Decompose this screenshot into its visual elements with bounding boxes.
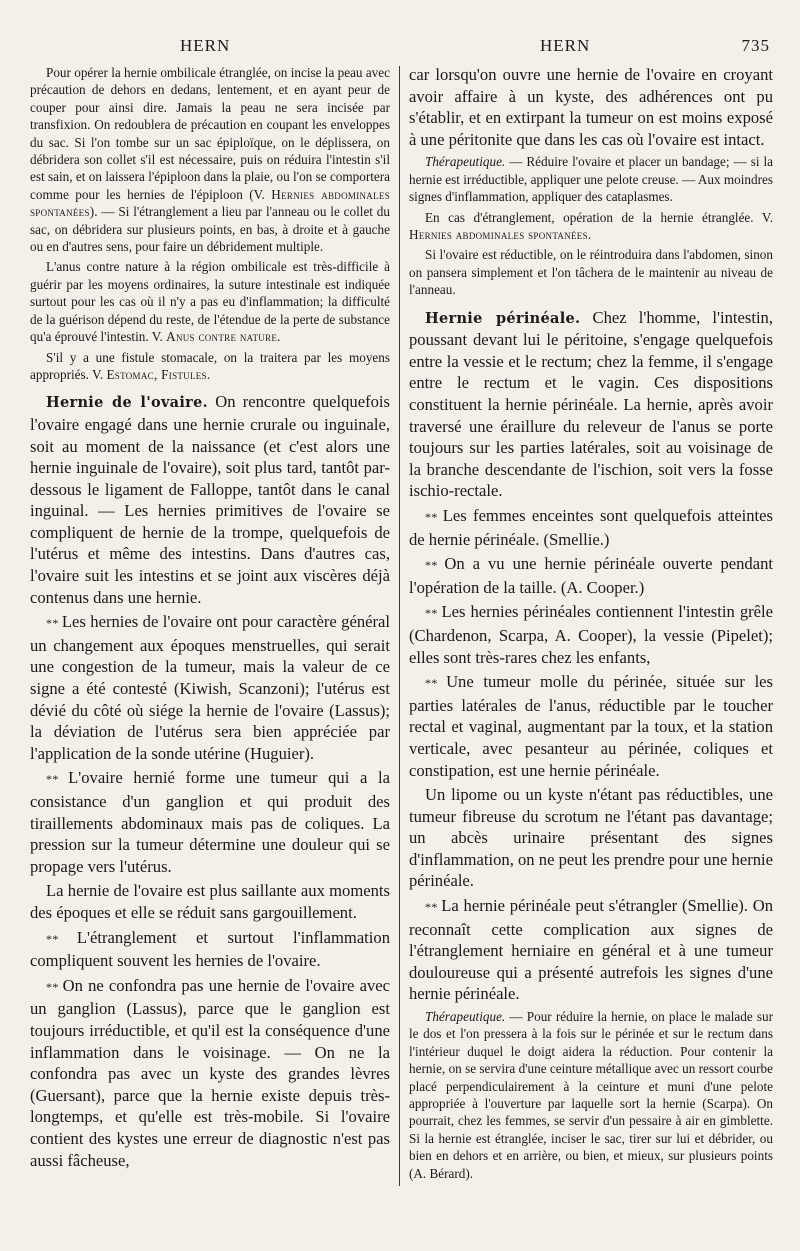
cross-reference: Hernies abdominales spontanées [409, 227, 588, 242]
left-small-block [30, 64, 390, 383]
right-column [409, 64, 773, 1185]
entry-heading: Hernie de l'ovaire. [46, 394, 208, 412]
column-divider [399, 66, 400, 1186]
paragraph-perineale-contenu: * * Les hernies périnéales contiennent l'intestin grêle (Chardenon, Scarpa, A. Cooper), la vessie (Pipelet); elles sont très-rares chez les enfants, [409, 602, 773, 667]
asterism-icon: * * [425, 509, 437, 524]
entry-heading: Hernie périnéale. [425, 309, 581, 327]
paragraph-fistule: S'il y a une fistule stomacale, on la traitera par les moyens appropriés. V. Estomac, Fistules. [30, 349, 390, 382]
paragraph-perineale-enceintes: * * Les femmes enceintes sont quelquefois atteintes de hernie périnéale. (Smellie.) [409, 505, 773, 549]
right-large-block [409, 307, 773, 1005]
entry-hernie-perineale: Hernie périnéale. Chez l'homme, l'intestin, poussant devant lui le péritoine, s'engage quelquefois entre la vessie et le rectum; chez la femme, il s'engage entre le rectum et le vagin. Ces dispositions constituent la hernie périnéale. La hernie, après avoir traversé une éraillure du releveur de l'anus se porte toujours sur les parties latérales, soit au voisinage de la branche descendante de l'ischion, soit vers la fosse ischio-rectale. [409, 307, 773, 501]
cross-reference: Estomac, Fistules [106, 366, 207, 382]
page-number: 735 [741, 36, 770, 55]
left-large-block [30, 391, 390, 1171]
right-small-therapy [409, 153, 773, 298]
paragraph-ovaire-tumeur: * * L'ovaire hernié forme une tumeur qui a la consistance d'un ganglion et qui produit des tiraillements abdominaux mais pas de coliques. La pression sur la tumeur détermine une douleur qui se propage vers l'utérus. [30, 768, 390, 876]
running-header [40, 36, 780, 62]
paragraph-ombilicale-operation: Pour opérer la hernie ombilicale étranglée, on incise la peau avec précaution de dehors en dedans, lentement, et en ayant peur de couper pour ainsi dire. Jamais la peau ne sera incisée par transfixion. On redoublera de précaution en coupant les enveloppes du sac. Si l'on tombe sur un sac épiploïque, on le déplissera, on débridera son collet s'il est nécessaire, puis on réduira l'intestin s'il est sain, et on laissera l'épiploon dans la plaie, ou l'on se comportera comme pour les hernies de l'épiploon (V. Hernies abdominales spontanées). — Si l'étranglement a lieu par l'anneau ou le collet du sac, on débridera sur plusieurs points, en bas, à droite et à gauche ou en d'autres sens, pour faire un débridement multiple. [30, 65, 391, 255]
paragraph-anus-contre-nature: L'anus contre nature à la région ombilicale est très-difficile à guérir par les moyens ordinaires, la suture intestinale est indiquée surtout pour les cas où il n'y a pas eu d'inflammation; la difficulté de la guérison dépend du reste, de l'étendue de la perte de substance qu'a éprouvé l'intestin. V. Anus contre nature. [30, 259, 390, 345]
paragraph-ovaire-epoques: La hernie de l'ovaire est plus saillante aux moments des époques et elle se réduit sans gargouillement. [30, 881, 390, 922]
cross-reference: Anus contre nature [166, 329, 278, 345]
asterism-icon: * * [46, 616, 58, 631]
entry-hernie-ovaire: Hernie de l'ovaire. On rencontre quelquefois l'ovaire engagé dans une hernie crurale ou inguinale, soit au moment de la naissance (et c'est alors une hernie inguinale de l'ovaire), soit plus tard, tantôt par-dessous le ligament de Falloppe, tantôt dans le canal inguinal. — Les hernies primitives de l'ovaire se compliquent de hernie de la trompe, quelquefois de l'utérus et même des intestins. Dans d'autres cas, l'ovaire suit les intestins et se joint aux viscères déjà contenus dans une hernie. [30, 392, 390, 607]
paragraph-perineale-etranglement: * * La hernie périnéale peut s'étrangler (Smellie). On reconnaît cette complication aux signes de l'étranglement herniaire en général et à une tumeur douloureuse qui a présenté autrefois les signes d'une hernie périnéale. [409, 896, 773, 1004]
asterism-icon: * * [46, 931, 58, 946]
asterism-icon: * * [46, 772, 58, 787]
right-small-therapy-perineale [409, 1008, 773, 1182]
right-large-top [409, 64, 773, 150]
running-head-left: HERN [180, 36, 231, 55]
asterism-icon: * * [46, 979, 58, 994]
paragraph-perineale-taille: * * On a vu une hernie périnéale ouverte pendant l'opération de la taille. (A. Cooper.) [409, 554, 773, 597]
left-column [30, 64, 390, 1174]
paragraph-reductible: Si l'ovaire est réductible, on le réintroduira dans l'abdomen, sinon on pansera simplement et l'on tâchera de le maintenir au niveau de l'anneau. [409, 247, 773, 298]
paragraph-therapeutique-perineale: Thérapeutique. — Pour réduire la hernie, on place le malade sur le dos et l'on pressera à la fois sur le périnée et sur le rectum dans l'intérieur duquel le doigt aidera la réduction. Pour contenir la hernie, on se servira d'une ceinture métallique avec un ressort courbe placé perpendiculairement à la ceinture et muni d'une pelote appropriée à l'ouverture par laquelle sort la hernie (Scarpa). On pourrait, chez les femmes, se servir d'un pessaire à air en gimblette. Si la hernie est étranglée, inciser le sac, tirer sur lui et débrider, ou bien en dehors et en arrière, ou bien, et mieux, sur plusieurs points (A. Bérard). [409, 1009, 773, 1181]
paragraph-etranglement-operation: En cas d'étranglement, opération de la hernie étranglée. V. Hernies abdominales spontanées. [409, 209, 773, 242]
paragraph-ovaire-diagnostic: * * On ne confondra pas une hernie de l'ovaire avec un ganglion (Lassus), parce que le ganglion est toujours irréductible, et qu'il est la conséquence d'une inflammation dans le voisinage. — On ne la confondra pas avec un kyste des grandes lèvres (Guersant), parce que la hernie existe depuis très-longtemps, et qu'elle est très-mobile. Si l'ovaire contient des kystes une erreur de diagnostic n'est pas aussi fâcheuse, [30, 975, 390, 1170]
asterism-icon: * * [425, 558, 437, 573]
cross-reference: Hernies abdominales spontanées [30, 186, 391, 220]
asterism-icon: * * [425, 606, 437, 621]
asterism-icon: * * [425, 676, 437, 691]
paragraph-continuation: car lorsqu'on ouvre une hernie de l'ovaire en croyant avoir affaire à un kyste, des adhérences ont pu s'établir, et en extirpant la tumeur on est moins exposé à une péritonite que dans les cas où l'ovaire est intact. [409, 65, 773, 149]
paragraph-therapeutique-ovaire: Thérapeutique. — Réduire l'ovaire et placer un bandage; — si la hernie est irréductible, appliquer une pelote creuse. — Aux moindres signes d'inflammation, appliquer des cataplasmes. [409, 154, 773, 205]
running-head-right: HERN [540, 36, 591, 55]
paragraph-perineale-diagnostic: Un lipome ou un kyste n'étant pas réductibles, une tumeur fibreuse du scrotum ne l'étant pas davantage; un abcès urinaire présentant des signes d'inflammation, on ne peut les prendre pour une hernie périnéale. [409, 785, 773, 891]
paragraph-ovaire-etranglement: * * L'étranglement et surtout l'inflammation compliquent souvent les hernies de l'ovaire. [30, 927, 390, 971]
paragraph-ovaire-caracteres: * * Les hernies de l'ovaire ont pour caractère général un changement aux époques menstruelles, qui serait une congestion de la tumeur, mais la valeur de ce signe a été contesté (Kiwish, Scanzoni); l'utérus est dévié du côté où siége la hernie de l'ovaire (Lassus); la déviation de l'utérus sera bien appréciée par l'application de la sonde utérine (Huguier). [30, 612, 390, 763]
paragraph-perineale-signes: * * Une tumeur molle du périnée, située sur les parties latérales de l'anus, réductible par le toucher rectal et vaginal, augmentant par la toux, et la station verticale, avec pesanteur au périnée, coliques et constipation, est une hernie périnéale. [409, 672, 773, 780]
asterism-icon: * * [425, 900, 437, 915]
